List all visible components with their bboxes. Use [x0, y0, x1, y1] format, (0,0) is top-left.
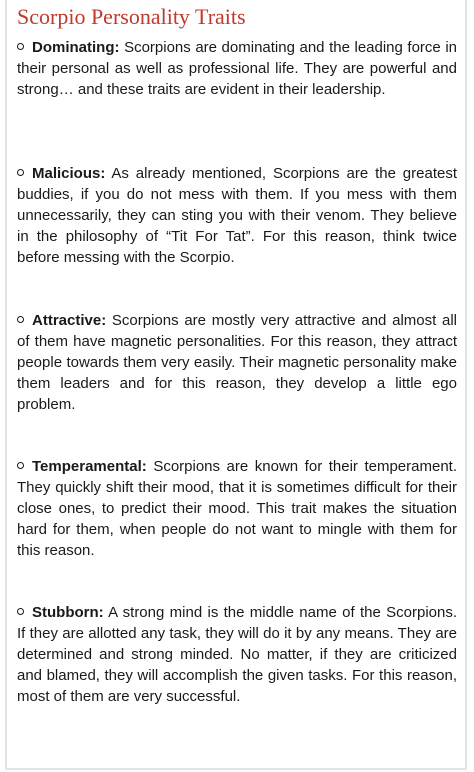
trait-name: Temperamental:	[32, 458, 147, 475]
trait-attractive	[17, 310, 457, 415]
page-title: Scorpio Personality Traits	[17, 4, 246, 29]
bullet-icon	[17, 43, 24, 50]
bullet-icon	[17, 169, 24, 176]
trait-description: A strong mind is the middle name of the Scorpions. If they are allotted any task, they will do it by any means. They are determined and strong minded. No matter, if they are criticized and blamed, they will accomplish the given tasks. For this reason, most of them are very successful.	[17, 604, 458, 705]
trait-description: Scorpions are known for their temperament. They quickly shift their mood, that it is sometimes difficult for their close ones, to predict their mood. This trait makes the situation hard for them, when people do not want to mingle with them for this reason.	[17, 458, 457, 559]
trait-stubborn	[17, 602, 457, 707]
trait-dominating	[17, 37, 457, 100]
trait-temperamental	[17, 456, 457, 561]
trait-name: Malicious:	[32, 165, 106, 182]
trait-name: Attractive:	[32, 312, 107, 329]
trait-name: Dominating:	[32, 39, 120, 56]
bullet-icon	[17, 316, 24, 323]
trait-name: Stubborn:	[32, 604, 104, 621]
bullet-icon	[17, 608, 24, 615]
bullet-icon	[17, 462, 24, 469]
trait-description: Scorpions are dominating and the leading force in their personal as well as professional life. They are powerful and strong… and these traits are evident in their leadership.	[17, 39, 457, 98]
trait-description: Scorpions are mostly very attractive and almost all of them have magnetic personalities. For this reason, they attract people towards them very easily. Their magnetic personality make them leaders and for this reason, they develop a little ego problem.	[17, 312, 457, 413]
trait-description: As already mentioned, Scorpions are the greatest buddies, if you do not mess with them. If you mess with them unnecessarily, they can sting you with their venom. They believe in the philosophy of “Tit For Tat”. For this reason, think twice before messing with the Scorpio.	[17, 165, 457, 266]
trait-malicious	[17, 163, 457, 268]
